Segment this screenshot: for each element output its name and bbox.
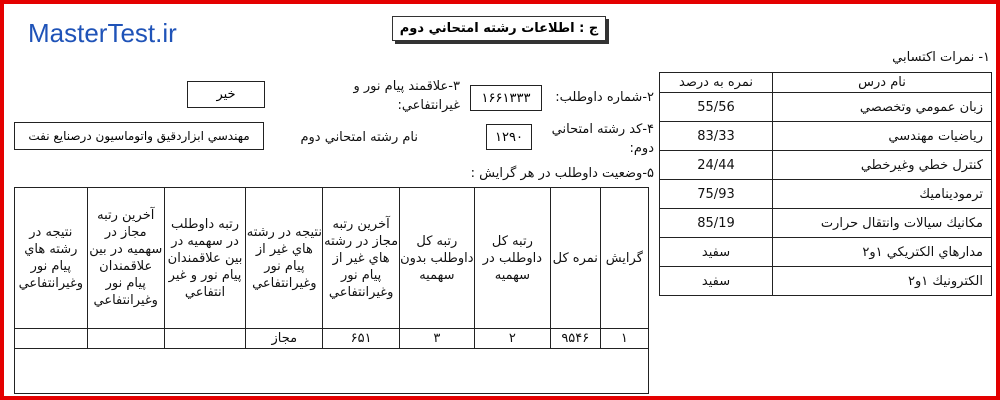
grade-course: كنترل خطي وغيرخطي <box>773 151 992 180</box>
grade-course: الكترونيك ۱و۲ <box>773 267 992 296</box>
grade-course: زبان عمومي وتخصصي <box>773 93 992 122</box>
column-header-result-payam-noor: نتيجه در رشته هاي پيام نور وغيرانتفاعي <box>15 188 88 329</box>
payam-noor-interest-label-line2: غيرانتفاعي: <box>397 98 460 113</box>
grade-score: 75/93 <box>660 180 773 209</box>
candidate-number-value: ۱۶۶۱۳۳۳ <box>470 85 542 111</box>
grade-score: 85/19 <box>660 209 773 238</box>
column-header-course: نام درس <box>773 73 992 93</box>
column-header-rank-in-quota: رتبه كل داوطلب در سهميه <box>474 188 550 329</box>
column-header-percent: نمره به درصد <box>660 73 773 93</box>
grade-course: مدارهاي الكتريكي ۱و۲ <box>773 238 992 267</box>
watermark: MasterTest.ir <box>28 18 177 48</box>
status-cell <box>15 329 88 349</box>
blank-row <box>15 349 649 394</box>
table-row <box>660 267 992 296</box>
table-row <box>15 329 649 349</box>
second-field-code-value: ۱۲۹۰ <box>486 124 532 150</box>
column-header-result: نتيجه در رشته هاي غير از پيام نور وغيرانتفاعي <box>246 188 323 329</box>
status-cell: ۱ <box>600 329 648 349</box>
column-header-total-score: نمره كل <box>550 188 600 329</box>
table-row <box>15 349 649 394</box>
grade-score: سفيد <box>660 238 773 267</box>
table-row <box>660 122 992 151</box>
status-cell <box>87 329 164 349</box>
acquired-grades-table <box>659 72 992 296</box>
column-header-rank-payam-noor: رتبه داوطلب در سهميه در بين علاقمندان پيام نور و غير انتفاعي <box>164 188 245 329</box>
status-cell: ۲ <box>474 329 550 349</box>
grade-score: 24/44 <box>660 151 773 180</box>
payam-noor-interest-label-line1: ۳-علاقمند پيام نور و <box>353 79 460 94</box>
column-header-orientation: گرايش <box>600 188 648 329</box>
candidate-status-table <box>14 187 649 394</box>
second-field-name-label: نام رشته امتحاني دوم <box>300 130 418 145</box>
status-cell: مجاز <box>246 329 323 349</box>
table-row <box>660 209 992 238</box>
second-field-code-label-line1: ۴-كد رشته امتحاني <box>551 122 654 137</box>
table-row <box>660 151 992 180</box>
status-cell: ۶۵۱ <box>323 329 399 349</box>
second-field-code-label-line2: دوم: <box>629 141 654 156</box>
acquired-grades-heading: ۱- نمرات اكتسابي <box>892 50 990 65</box>
second-field-name-value: مهندسي ابزاردقيق واتوماسيون درصنايع نفت <box>14 122 264 150</box>
grade-course: مكانيك سيالات وانتقال حرارت <box>773 209 992 238</box>
column-header-last-allowed-rank: آخرين رتبه مجاز در رشته هاي غير از پيام نور وغيرانتفاعي <box>323 188 399 329</box>
payam-noor-interest-value: خير <box>187 81 265 108</box>
grade-course: رياضيات مهندسي <box>773 122 992 151</box>
column-header-rank-without-quota: رتبه كل داوطلب بدون سهميه <box>399 188 474 329</box>
table-row <box>660 180 992 209</box>
candidate-number-label: ۲-شماره داوطلب: <box>555 90 654 105</box>
grade-score: 55/56 <box>660 93 773 122</box>
status-cell <box>164 329 245 349</box>
status-cell: ۹۵۴۶ <box>550 329 600 349</box>
section-title: ج : اطلاعات رشته امتحاني دوم <box>392 16 606 41</box>
grade-score: 83/33 <box>660 122 773 151</box>
status-section-heading: ۵-وضعيت داوطلب در هر گرايش : <box>470 166 654 181</box>
table-row <box>660 238 992 267</box>
grade-course: ترموديناميك <box>773 180 992 209</box>
column-header-last-allowed-rank-payam-noor: آخرين رتبه مجاز در سهميه در بين علاقمندان پيام نور وغيرانتفاعي <box>87 188 164 329</box>
table-row <box>660 93 992 122</box>
grade-score: سفيد <box>660 267 773 296</box>
status-cell: ۳ <box>399 329 474 349</box>
